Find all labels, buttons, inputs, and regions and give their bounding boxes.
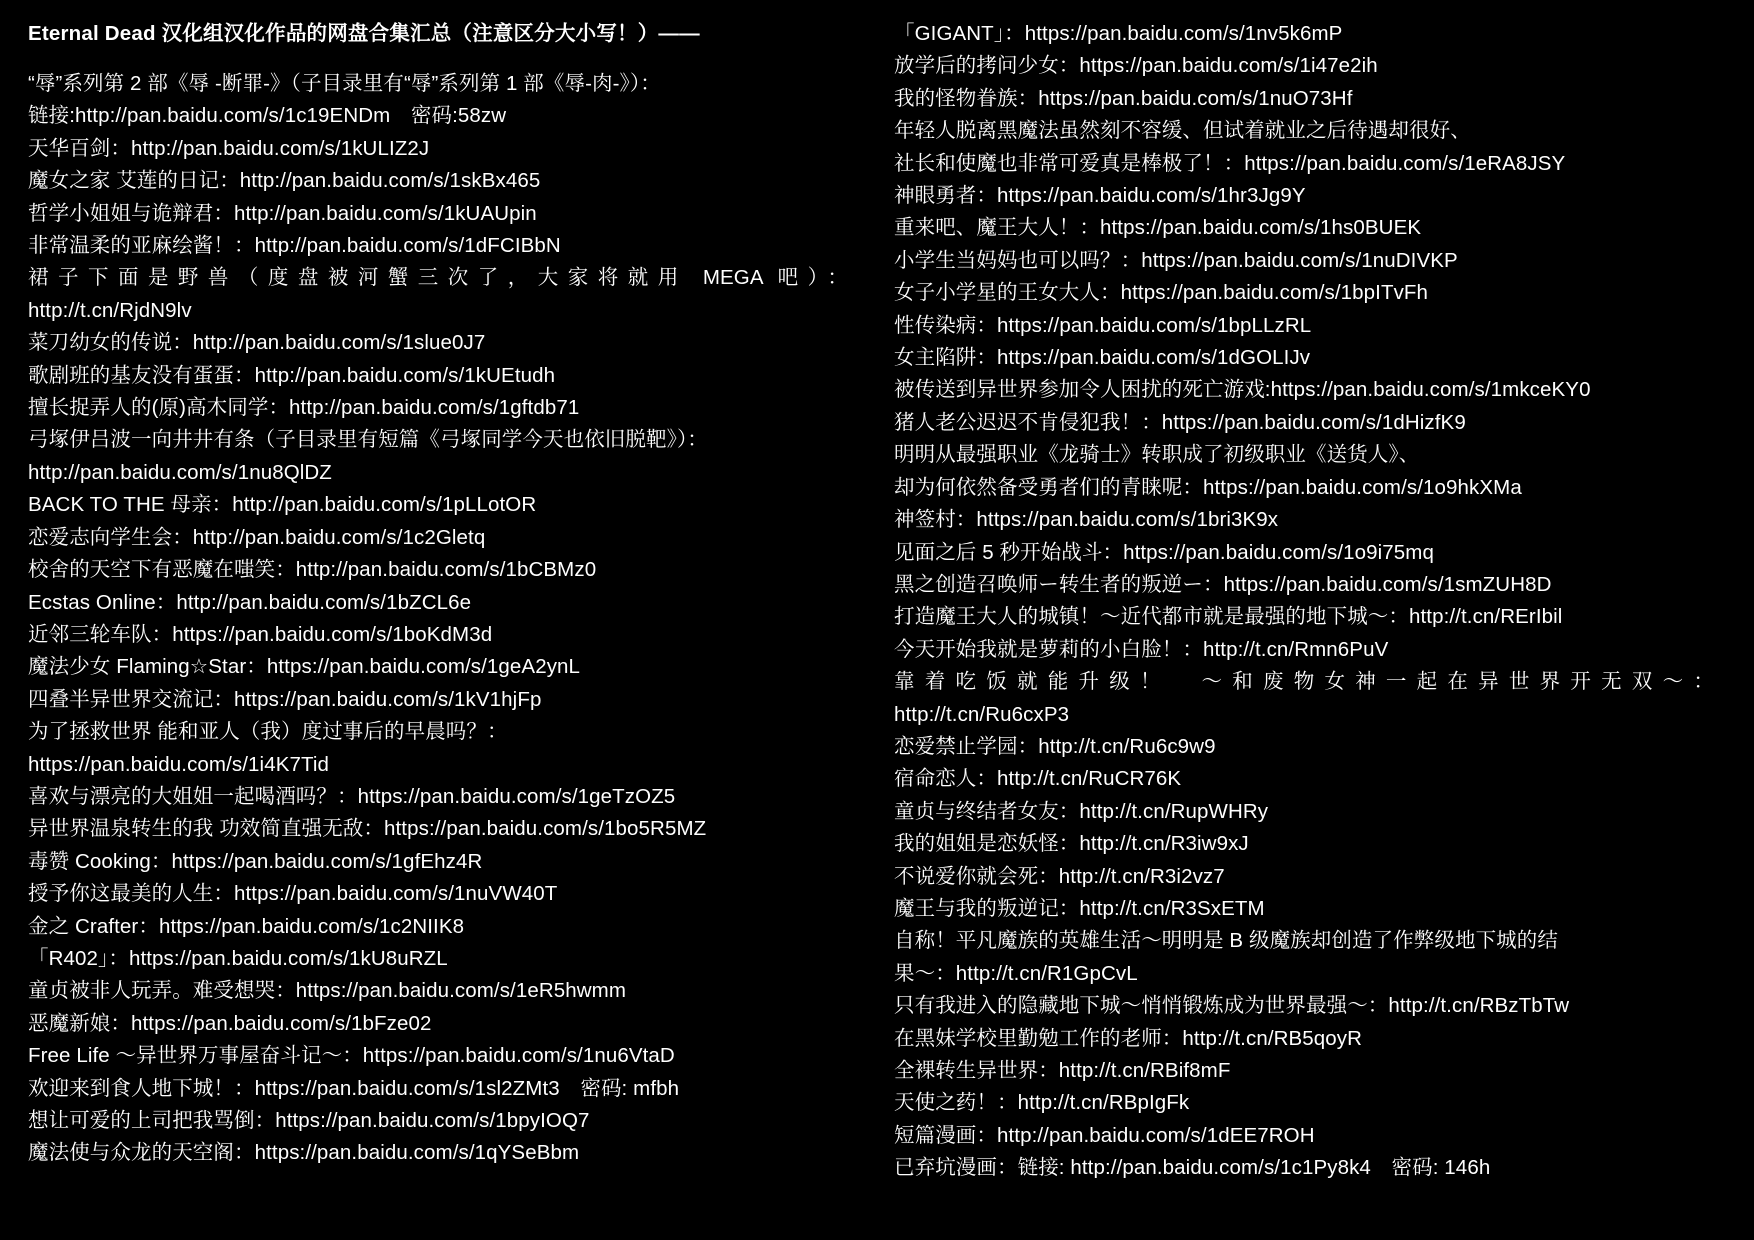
list-item: 异世界温泉转生的我 功效简直强无敌：https://pan.baidu.com/s/1bo5R5MZ (28, 817, 707, 841)
list-item: 欢迎来到食人地下城！：https://pan.baidu.com/s/1sl2ZMt3 密码: mfbh (28, 1076, 680, 1100)
list-item: 靠着吃饭就能升级！ 〜和废物女神一起在异世界开无双〜： (894, 670, 1714, 694)
list-item: 神签村：https://pan.baidu.com/s/1bri3K9x (894, 508, 1279, 532)
list-item: 童贞与终结者女友：http://t.cn/RupWHRy (894, 799, 1269, 823)
list-item: 黑之创造召唤师ー转生者的叛逆ー：https://pan.baidu.com/s/1smZUH8D (894, 572, 1552, 596)
left-column (28, 18, 848, 1170)
list-item: 擅长捉弄人的(原)高木同学：http://pan.baidu.com/s/1gftdb71 (28, 396, 580, 420)
list-item: 非常温柔的亚麻绘酱！：http://pan.baidu.com/s/1dFCIBbN (28, 234, 561, 258)
list-item: 链接:http://pan.baidu.com/s/1c19ENDm 密码:58zw (28, 104, 507, 128)
list-item: 我的怪物眷族：https://pan.baidu.com/s/1nuO73Hf (894, 86, 1353, 110)
list-item: 女子小学星的王女大人：https://pan.baidu.com/s/1bpITvFh (894, 281, 1429, 305)
list-item: 明明从最强职业《龙骑士》转职成了初级职业《送货人》、 (894, 443, 1420, 467)
list-item: 天使之药！：http://t.cn/RBpIgFk (894, 1091, 1190, 1115)
list-item: 放学后的拷问少女：https://pan.baidu.com/s/1i47e2ih (894, 54, 1378, 78)
list-item: 见面之后 5 秒开始战斗：https://pan.baidu.com/s/1o9i75mq (894, 540, 1434, 564)
list-item: 毒赞 Cooking：https://pan.baidu.com/s/1gfEhz4R (28, 849, 483, 873)
list-item: Free Life 〜异世界万事屋奋斗记〜：https://pan.baidu.com/s/1nu6VtaD (28, 1044, 675, 1068)
list-item: 却为何依然备受勇者们的青睐呢：https://pan.baidu.com/s/1o9hkXMa (894, 475, 1522, 499)
list-item: 被传送到异世界参加令人困扰的死亡游戏:https://pan.baidu.com/s/1mkceKY0 (894, 378, 1591, 402)
list-item: 哲学小姐姐与诡辩君：http://pan.baidu.com/s/1kUAUpin (28, 201, 537, 225)
list-item: 魔女之家 艾莲的日记：http://pan.baidu.com/s/1skBx465 (28, 169, 541, 193)
list-item: 宿命恋人：http://t.cn/RuCR76K (894, 767, 1182, 791)
two-column-layout (28, 18, 1732, 1185)
list-item: 重来吧、魔王大人！：https://pan.baidu.com/s/1hs0BUEK (894, 216, 1422, 240)
list-item: 打造魔王大人的城镇！〜近代都市就是最强的地下城〜：http://t.cn/RErIbil (894, 605, 1563, 629)
list-item: 不说爱你就会死：http://t.cn/R3i2vz7 (894, 864, 1225, 888)
list-item: 自称！平凡魔族的英雄生活〜明明是 B 级魔族却创造了作弊级地下城的结 (894, 929, 1558, 953)
list-item: 喜欢与漂亮的大姐姐一起喝酒吗？：https://pan.baidu.com/s/1geTzOZ5 (28, 784, 676, 808)
list-item: 为了拯救世界 能和亚人（我）度过事后的早晨吗？： (28, 720, 508, 744)
list-item: “辱”系列第 2 部《辱 -断罪-》（子目录里有“辱”系列第 1 部《辱-肉-》）： (28, 72, 661, 95)
list-item: 想让可爱的上司把我骂倒：https://pan.baidu.com/s/1bpyIOQ7 (28, 1109, 590, 1132)
list-item: 小学生当妈妈也可以吗？：https://pan.baidu.com/s/1nuDIVKP (894, 248, 1458, 272)
list-item: 已弃坑漫画：链接: http://pan.baidu.com/s/1c1Py8k4 密码: 146h (894, 1156, 1491, 1180)
list-item: 「GIGANT」：https://pan.baidu.com/s/1nv5k6mP (894, 22, 1343, 45)
list-item: http://t.cn/RjdN9lv (28, 298, 192, 322)
list-item: 四叠半异世界交流记：https://pan.baidu.com/s/1kV1hjFp (28, 687, 542, 711)
list-item: BACK TO THE 母亲：http://pan.baidu.com/s/1pLLotOR (28, 493, 537, 517)
list-item: http://t.cn/Ru6cxP3 (894, 702, 1070, 726)
right-column (894, 18, 1714, 1185)
list-item: https://pan.baidu.com/s/1i4K7Tid (28, 752, 330, 776)
list-item: 今天开始我就是萝莉的小白脸！：http://t.cn/Rmn6PuV (894, 637, 1389, 661)
list-item: 近邻三轮车队：https://pan.baidu.com/s/1boKdM3d (28, 622, 493, 646)
list-item: Ecstas Online：http://pan.baidu.com/s/1bZCL6e (28, 590, 472, 614)
list-item: 校舍的天空下有恶魔在嗤笑：http://pan.baidu.com/s/1bCBMz0 (28, 558, 597, 582)
list-item: 菜刀幼女的传说：http://pan.baidu.com/s/1slue0J7 (28, 331, 486, 355)
list-item: 性传染病：https://pan.baidu.com/s/1bpLLzRL (894, 313, 1312, 337)
list-item: 裙子下面是野兽（度盘被河蟹三次了，大家将就用 MEGA 吧）： (28, 266, 848, 290)
list-item: 猪人老公迟迟不肯侵犯我！：https://pan.baidu.com/s/1dHizfK9 (894, 410, 1466, 434)
list-item: 魔法少女 Flaming☆Star：https://pan.baidu.com/s/1geA2ynL (28, 655, 581, 679)
list-item: 我的姐姐是恋妖怪：http://t.cn/R3iw9xJ (894, 832, 1249, 856)
list-item: 恋爱志向学生会：http://pan.baidu.com/s/1c2Gletq (28, 525, 486, 549)
list-item: 授予你这最美的人生：https://pan.baidu.com/s/1nuVW40T (28, 882, 558, 906)
list-item: 「R402」：https://pan.baidu.com/s/1kU8uRZL (28, 946, 448, 970)
list-item: 童贞被非人玩弄。难受想哭：https://pan.baidu.com/s/1eR5hwmm (28, 979, 627, 1003)
list-item: 短篇漫画：http://pan.baidu.com/s/1dEE7ROH (894, 1123, 1315, 1147)
list-item: 恶魔新娘：https://pan.baidu.com/s/1bFze02 (28, 1011, 432, 1035)
list-item: 全裸转生异世界：http://t.cn/RBif8mF (894, 1059, 1231, 1082)
list-item: 弓塚伊吕波一向井井有条（子目录里有短篇《弓塚同学今天也依旧脱靶》）： (28, 428, 708, 452)
page-title: Eternal Dead 汉化组汉化作品的网盘合集汇总（注意区分大小写！）—— (28, 22, 700, 45)
list-item: 在黑妹学校里勤勉工作的老师：http://t.cn/RB5qoyR (894, 1026, 1363, 1050)
list-item: 社长和使魔也非常可爱真是棒极了！：https://pan.baidu.com/s/1eRA8JSY (894, 151, 1566, 175)
list-item: 果〜：http://t.cn/R1GpCvL (894, 961, 1138, 985)
list-item: 神眼勇者：https://pan.baidu.com/s/1hr3Jg9Y (894, 184, 1306, 208)
list-item: 魔王与我的叛逆记：http://t.cn/R3SxETM (894, 896, 1265, 920)
list-item: http://pan.baidu.com/s/1nu8QlDZ (28, 460, 332, 484)
list-item: 金之 Crafter：https://pan.baidu.com/s/1c2NIIK8 (28, 914, 465, 938)
list-item: 歌剧班的基友没有蛋蛋：http://pan.baidu.com/s/1kUEtudh (28, 363, 556, 387)
list-item: 魔法使与众龙的天空阁：https://pan.baidu.com/s/1qYSeBbm (28, 1141, 580, 1165)
list-item: 年轻人脱离黑魔法虽然刻不容缓、但试着就业之后待遇却很好、 (894, 119, 1471, 143)
list-item: 天华百剑：http://pan.baidu.com/s/1kULIZ2J (28, 136, 430, 160)
list-item: 只有我进入的隐藏地下城〜悄悄锻炼成为世界最强〜：http://t.cn/RBzTbTw (894, 994, 1570, 1018)
list-item: 女主陷阱：https://pan.baidu.com/s/1dGOLIJv (894, 346, 1311, 370)
list-item: 恋爱禁止学园：http://t.cn/Ru6c9w9 (894, 734, 1216, 758)
